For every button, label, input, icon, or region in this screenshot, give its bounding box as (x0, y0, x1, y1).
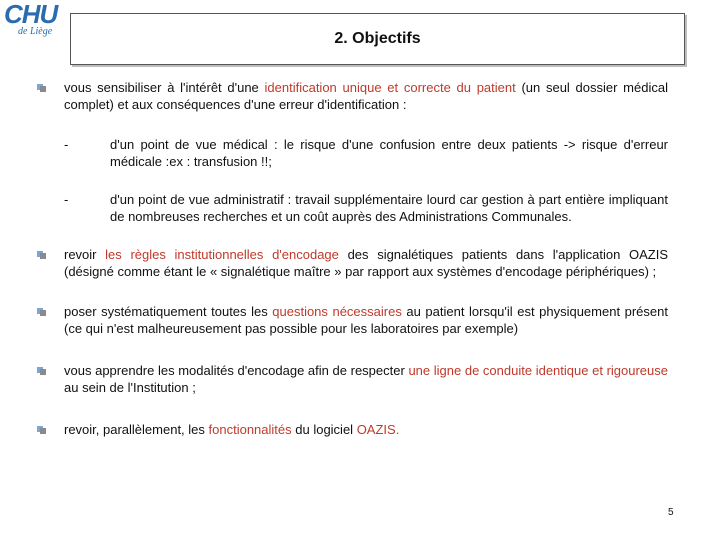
dash-marker: - (64, 192, 69, 207)
bullet-text: vous apprendre les modalités d'encodage afin de respecter (64, 363, 409, 378)
highlight-text: identification unique et correcte du patient (264, 80, 516, 95)
bullet-icon (37, 367, 46, 375)
bullet-text: au patient lorsqu'il est physiquement présent (ce qui n'est malheureusement pas possible pour les laboratoires par exemple) (64, 304, 668, 336)
logo-subtitle: de Liège (18, 26, 53, 37)
bullet-item-1 (34, 80, 668, 225)
bullet-icon (37, 251, 46, 259)
logo-text: CHU (4, 0, 58, 29)
page-title: 2. Objectifs (334, 30, 421, 47)
highlight-text: les règles institutionnelles d'encodage (105, 247, 339, 262)
bullet-item-3 (34, 304, 668, 337)
bullet-text: des signalétiques patients dans l'application OAZIS (désigné comme étant le « signalétique maître » par rapport aux systèmes d'encodage périphériques) ; (64, 247, 668, 279)
highlight-text: OAZIS. (356, 422, 400, 437)
bullet-text: (un seul dossier médical complet) et aux conséquences d'une erreur d'identification : (64, 80, 668, 112)
chu-liege-logo (4, 2, 64, 42)
bullet-text: poser systématiquement toutes les (64, 304, 273, 319)
bullet-item-4 (34, 363, 668, 396)
bullet-text: revoir, parallèlement, les (64, 422, 209, 437)
highlight-text: une ligne de conduite identique et rigoureuse (408, 363, 668, 378)
dash-marker: - (64, 137, 69, 152)
bullet-text: du logiciel (291, 422, 357, 437)
bullet-icon (37, 308, 46, 316)
bullet-item-5 (34, 422, 668, 439)
bullet-icon (37, 84, 46, 92)
sub-item-medical (34, 137, 668, 170)
bullet-icon (37, 426, 46, 434)
bullet-item-2 (34, 247, 668, 280)
highlight-text: fonctionnalités (208, 422, 292, 437)
bullet-text: revoir (64, 247, 106, 262)
sub-item-administrative (34, 192, 668, 225)
sub-item-text: d'un point de vue médical : le risque d'une confusion entre deux patients -> risque d'erreur médicale :ex : transfusion !!; (110, 137, 668, 169)
sub-item-text: d'un point de vue administratif : travail supplémentaire lourd car gestion à part entière impliquant de nombreuses recherches et un coût auprès des Administrations Communales. (110, 192, 668, 224)
highlight-text: questions nécessaires (272, 304, 402, 319)
bullet-text: vous sensibiliser à l'intérêt d'une (64, 80, 265, 95)
objectives-list (34, 80, 668, 439)
bullet-text: au sein de l'Institution ; (64, 379, 196, 395)
title-box (70, 13, 685, 65)
page-number: 5 (668, 507, 674, 518)
